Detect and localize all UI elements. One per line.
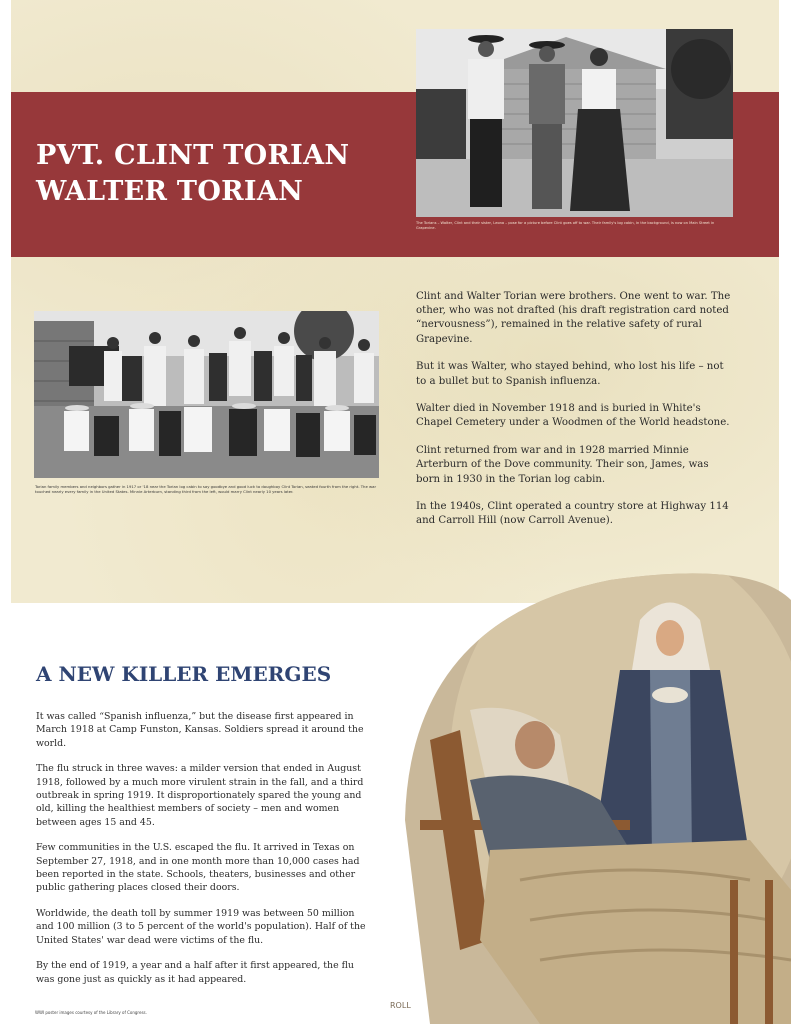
story-paragraph: Walter died in November 1918 and is buried in White's Chapel Cemetery under a Woodmen of the World headstone. <box>416 403 730 429</box>
title-line-2: WALTER TORIAN <box>36 176 304 207</box>
artist-signature: ROLL <box>390 1001 411 1010</box>
story-paragraph: In the 1940s, Clint operated a country store at Highway 114 and Carroll Hill (now Carroll Avenue). <box>416 501 729 527</box>
flu-paragraph: Worldwide, the death toll by summer 1919 was between 50 million and 100 million (3 to 5 percent of the world's population). Half of the United States' war dead were victims of the flu. <box>36 907 366 946</box>
family-photo-caption: Torian family members and neighbors gather in 1917 or '18 near the Torian log cabin to say goodbye and good luck to doughboy Clint Torian, seated fourth from the right. The war touched nearly every family in the United States. Minnie Arterburn, standing third from the left, would marry Clint nearly 10 years later. <box>35 484 377 494</box>
image-credit: WWI poster images courtesy of the Library of Congress. <box>35 1010 147 1015</box>
flu-heading: A NEW KILLER EMERGES <box>36 662 332 686</box>
flu-paragraph: The flu struck in three waves: a milder version that ended in August 1918, followed by a much more virulent strain in the fall, and a third outbreak in spring 1919. It disproportionately spared the young and old, killing the healthiest members of society – men and women between ages 15 and 45. <box>36 763 364 828</box>
flu-paragraph: Few communities in the U.S. escaped the flu. It arrived in Texas on September 27, 1918, and in one month more than 10,000 cases had been reported in the state. Schools, theaters, businesses and other public gathering places closed their doors. <box>36 842 360 894</box>
story-paragraph: But it was Walter, who stayed behind, who lost his life – not to a bullet but to Spanish influenza. <box>416 361 724 387</box>
flu-paragraph: It was called “Spanish influenza,” but the disease first appeared in March 1918 at Camp Funston, Kansas. Soldiers spread it around the world. <box>36 711 364 749</box>
torian-story <box>416 290 734 542</box>
nurse-soldier-illustration <box>370 560 791 1024</box>
flu-article <box>36 710 370 998</box>
story-paragraph: Clint and Walter Torian were brothers. One went to war. The other, who was not drafted (his draft registration card noted “nervousness”), remained in the relative safety of rural Grapevine. <box>416 291 731 345</box>
siblings-photo-caption: The Torians – Walter, Clint and their sister, Leona – pose for a picture before Clint goes off to war. Their family's log cabin, in the background, is now on Main Street in Grapevine. <box>416 221 715 230</box>
flu-paragraph: By the end of 1919, a year and a half after it first appeared, the flu was gone just as quickly as it had appeared. <box>36 960 354 985</box>
page-title <box>36 138 349 210</box>
story-paragraph: Clint returned from war and in 1928 married Minnie Arterburn of the Dove community. Their son, James, was born in 1930 in the Torian log cabin. <box>416 445 709 485</box>
torian-family-group-photo <box>34 311 379 478</box>
torian-siblings-photo <box>416 29 733 217</box>
title-line-1: PVT. CLINT TORIAN <box>36 140 350 171</box>
